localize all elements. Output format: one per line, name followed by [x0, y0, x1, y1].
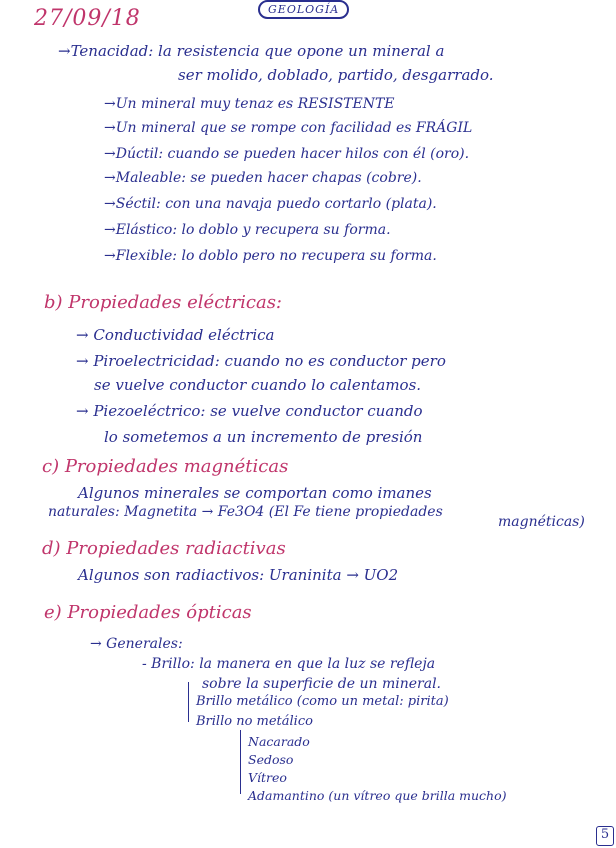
opticas-subtipo: Sedoso — [248, 752, 294, 767]
opticas-generales: → Generales: — [90, 636, 183, 652]
opticas-subtipo: Adamantino (un vítreo que brilla mucho) — [248, 788, 507, 803]
electricas-item: → Piezoeléctrico: se vuelve conductor cuando — [76, 402, 423, 420]
date: 27/09/18 — [34, 6, 141, 31]
opticas-brillo-metalico: Brillo metálico (como un metal: pirita) — [196, 694, 449, 709]
magneticas-line2: naturales: Magnetita → Fe3O4 (El Fe tiene propiedades — [48, 504, 443, 520]
electricas-item: lo sometemos a un incremento de presión — [104, 428, 423, 446]
bracket-line — [188, 682, 189, 722]
section-heading-electricas: b) Propiedades eléctricas: — [44, 292, 282, 313]
opticas-brillo-line1: - Brillo: la manera en que la luz se refleja — [142, 656, 436, 672]
opticas-subtipo: Vítreo — [248, 770, 287, 785]
magneticas-line1: Algunos minerales se comportan como imanes — [78, 484, 432, 502]
electricas-item: → Piroelectricidad: cuando no es conductor pero — [76, 352, 446, 370]
opticas-subtipo: Nacarado — [248, 734, 310, 749]
subject-title: GEOLOGÍA — [258, 0, 349, 19]
opticas-brillo-no-metalico: Brillo no metálico — [196, 714, 313, 729]
opticas-brillo-line2: sobre la superficie de un mineral. — [202, 676, 442, 692]
tenacidad-item: →Séctil: con una navaja puedo cortarlo (plata). — [104, 196, 437, 212]
tenacidad-item: →Flexible: lo doblo pero no recupera su forma. — [104, 248, 437, 264]
magneticas-line3: magnéticas) — [498, 514, 585, 530]
tenacidad-item: →Maleable: se pueden hacer chapas (cobre). — [104, 170, 422, 186]
tenacidad-definition-line2: ser molido, doblado, partido, desgarrado. — [178, 66, 494, 84]
section-heading-radiactivas: d) Propiedades radiactivas — [42, 538, 286, 559]
section-heading-magneticas: c) Propiedades magnéticas — [42, 456, 289, 477]
tenacidad-item: →Elástico: lo doblo y recupera su forma. — [104, 222, 391, 238]
bracket-line — [240, 730, 241, 794]
page-number: 5 — [596, 826, 614, 846]
section-heading-opticas: e) Propiedades ópticas — [44, 602, 252, 623]
electricas-item: se vuelve conductor cuando lo calentamos. — [94, 376, 422, 394]
radiactivas-line1: Algunos son radiactivos: Uraninita → UO2 — [78, 566, 399, 584]
tenacidad-item: →Dúctil: cuando se pueden hacer hilos con él (oro). — [104, 146, 470, 162]
tenacidad-item: →Un mineral muy tenaz es RESISTENTE — [104, 96, 395, 112]
electricas-item: → Conductividad eléctrica — [76, 326, 275, 344]
tenacidad-definition-line1: →Tenacidad: la resistencia que opone un mineral a — [58, 42, 445, 60]
tenacidad-item: →Un mineral que se rompe con facilidad es FRÁGIL — [104, 120, 473, 136]
